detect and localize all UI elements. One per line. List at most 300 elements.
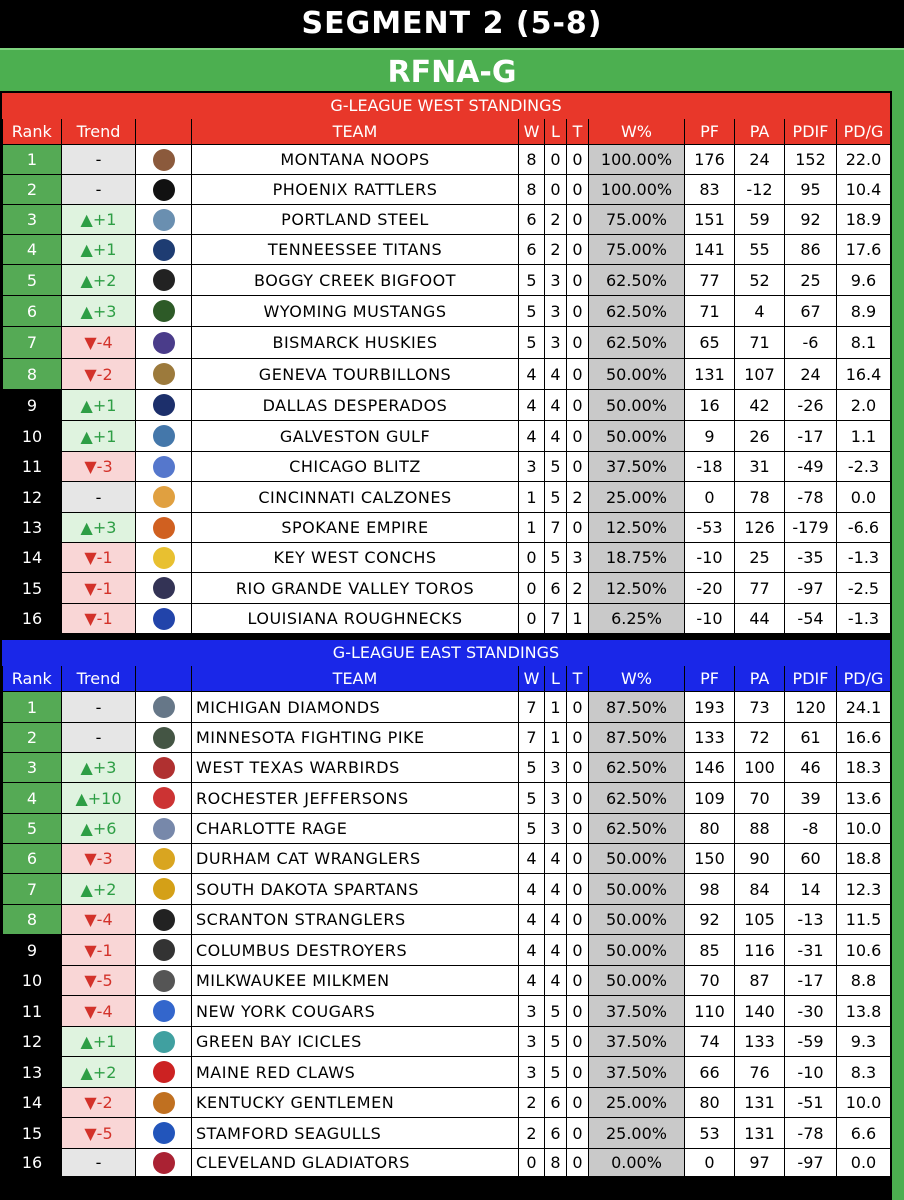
win-pct-cell: 37.50% bbox=[589, 1057, 685, 1088]
west-standings-heading: G-LEAGUE WEST STANDINGS bbox=[2, 93, 890, 119]
point-diff-cell: -97 bbox=[785, 573, 837, 604]
standings-row bbox=[3, 1149, 891, 1177]
losses-cell: 5 bbox=[545, 996, 567, 1027]
point-diff-per-game-cell: 13.6 bbox=[837, 783, 891, 814]
header-pa: PA bbox=[735, 119, 785, 145]
ties-cell: 0 bbox=[567, 723, 589, 753]
team-logo-icon bbox=[136, 966, 192, 996]
standings-row bbox=[3, 1118, 891, 1149]
header-pf: PF bbox=[685, 666, 735, 692]
team-logo-icon bbox=[136, 421, 192, 452]
standings-row bbox=[3, 145, 891, 175]
points-against-cell: 126 bbox=[735, 513, 785, 543]
standings-row bbox=[3, 723, 891, 753]
team-logo-icon bbox=[136, 1088, 192, 1118]
team-logo-icon bbox=[136, 205, 192, 235]
points-for-cell: 83 bbox=[685, 175, 735, 205]
ties-cell: 1 bbox=[567, 604, 589, 634]
team-logo-icon bbox=[153, 363, 175, 385]
rank-cell: 9 bbox=[3, 390, 62, 421]
team-name: SOUTH DAKOTA SPARTANS bbox=[192, 874, 519, 905]
team-name: STAMFORD SEAGULLS bbox=[192, 1118, 519, 1149]
ties-cell: 0 bbox=[567, 905, 589, 935]
points-for-cell: 71 bbox=[685, 296, 735, 327]
trend-cell: ▲+1 bbox=[62, 235, 136, 265]
rank-cell: 1 bbox=[3, 692, 62, 723]
losses-cell: 4 bbox=[545, 844, 567, 874]
rank-cell: 5 bbox=[3, 814, 62, 844]
point-diff-cell: 24 bbox=[785, 359, 837, 390]
point-diff-cell: -59 bbox=[785, 1027, 837, 1057]
ties-cell: 0 bbox=[567, 874, 589, 905]
point-diff-per-game-cell: 6.6 bbox=[837, 1118, 891, 1149]
rank-cell: 11 bbox=[3, 452, 62, 482]
team-logo-icon bbox=[136, 1027, 192, 1057]
rank-cell: 7 bbox=[3, 327, 62, 359]
team-logo-icon bbox=[153, 300, 175, 322]
standings-row bbox=[3, 235, 891, 265]
header-losses: L bbox=[545, 666, 567, 692]
point-diff-per-game-cell: 13.8 bbox=[837, 996, 891, 1027]
points-for-cell: 146 bbox=[685, 753, 735, 783]
team-logo-icon bbox=[153, 394, 175, 416]
standings-row bbox=[3, 543, 891, 573]
rank-cell: 2 bbox=[3, 723, 62, 753]
trend-cell: ▼-5 bbox=[62, 966, 136, 996]
wins-cell: 6 bbox=[519, 205, 545, 235]
wins-cell: 1 bbox=[519, 482, 545, 513]
points-against-cell: 97 bbox=[735, 1149, 785, 1177]
win-pct-cell: 62.50% bbox=[589, 327, 685, 359]
ties-cell: 0 bbox=[567, 513, 589, 543]
point-diff-cell: -6 bbox=[785, 327, 837, 359]
team-logo-icon bbox=[136, 327, 192, 359]
header-ties: T bbox=[567, 666, 589, 692]
header-pa: PA bbox=[735, 666, 785, 692]
wins-cell: 0 bbox=[519, 543, 545, 573]
points-for-cell: 0 bbox=[685, 482, 735, 513]
point-diff-cell: -26 bbox=[785, 390, 837, 421]
team-logo-icon bbox=[136, 844, 192, 874]
team-logo-icon bbox=[136, 814, 192, 844]
team-logo-icon bbox=[136, 1149, 192, 1177]
point-diff-cell: 86 bbox=[785, 235, 837, 265]
ties-cell: 0 bbox=[567, 1088, 589, 1118]
losses-cell: 4 bbox=[545, 390, 567, 421]
wins-cell: 4 bbox=[519, 390, 545, 421]
ties-cell: 0 bbox=[567, 1027, 589, 1057]
standings-row bbox=[3, 1027, 891, 1057]
points-against-cell: 76 bbox=[735, 1057, 785, 1088]
point-diff-cell: -51 bbox=[785, 1088, 837, 1118]
trend-cell: - bbox=[62, 175, 136, 205]
points-against-cell: 44 bbox=[735, 604, 785, 634]
ties-cell: 0 bbox=[567, 452, 589, 482]
trend-cell: ▼-1 bbox=[62, 573, 136, 604]
points-for-cell: 133 bbox=[685, 723, 735, 753]
losses-cell: 4 bbox=[545, 359, 567, 390]
team-name: COLUMBUS DESTROYERS bbox=[192, 935, 519, 966]
team-logo-icon bbox=[136, 604, 192, 634]
win-pct-cell: 50.00% bbox=[589, 874, 685, 905]
wins-cell: 0 bbox=[519, 573, 545, 604]
point-diff-per-game-cell: -1.3 bbox=[837, 543, 891, 573]
wins-cell: 4 bbox=[519, 844, 545, 874]
ties-cell: 0 bbox=[567, 235, 589, 265]
wins-cell: 5 bbox=[519, 327, 545, 359]
losses-cell: 7 bbox=[545, 513, 567, 543]
point-diff-per-game-cell: 18.8 bbox=[837, 844, 891, 874]
losses-cell: 3 bbox=[545, 296, 567, 327]
trend-cell: ▼-5 bbox=[62, 1118, 136, 1149]
losses-cell: 3 bbox=[545, 327, 567, 359]
trend-cell: ▲+1 bbox=[62, 421, 136, 452]
standings-row bbox=[3, 482, 891, 513]
team-logo-icon bbox=[136, 753, 192, 783]
standings-row bbox=[3, 905, 891, 935]
points-for-cell: -20 bbox=[685, 573, 735, 604]
rank-cell: 2 bbox=[3, 175, 62, 205]
point-diff-per-game-cell: 9.3 bbox=[837, 1027, 891, 1057]
trend-cell: ▲+2 bbox=[62, 874, 136, 905]
rank-cell: 15 bbox=[3, 573, 62, 604]
losses-cell: 4 bbox=[545, 421, 567, 452]
west-standings-table bbox=[2, 119, 891, 634]
ties-cell: 0 bbox=[567, 296, 589, 327]
win-pct-cell: 37.50% bbox=[589, 1027, 685, 1057]
team-name: CHICAGO BLITZ bbox=[192, 452, 519, 482]
team-name: SCRANTON STRANGLERS bbox=[192, 905, 519, 935]
points-against-cell: 100 bbox=[735, 753, 785, 783]
losses-cell: 5 bbox=[545, 482, 567, 513]
rank-cell: 14 bbox=[3, 543, 62, 573]
wins-cell: 2 bbox=[519, 1118, 545, 1149]
trend-cell: ▲+3 bbox=[62, 753, 136, 783]
rank-cell: 9 bbox=[3, 935, 62, 966]
rank-cell: 3 bbox=[3, 205, 62, 235]
win-pct-cell: 50.00% bbox=[589, 905, 685, 935]
ties-cell: 0 bbox=[567, 359, 589, 390]
team-logo-icon bbox=[136, 296, 192, 327]
point-diff-cell: 61 bbox=[785, 723, 837, 753]
trend-cell: ▼-2 bbox=[62, 1088, 136, 1118]
team-logo-icon bbox=[153, 1061, 175, 1083]
win-pct-cell: 6.25% bbox=[589, 604, 685, 634]
team-logo-icon bbox=[153, 757, 175, 779]
win-pct-cell: 75.00% bbox=[589, 235, 685, 265]
team-logo-icon bbox=[136, 996, 192, 1027]
point-diff-cell: -54 bbox=[785, 604, 837, 634]
ties-cell: 0 bbox=[567, 1118, 589, 1149]
point-diff-cell: 95 bbox=[785, 175, 837, 205]
ties-cell: 2 bbox=[567, 482, 589, 513]
rank-cell: 12 bbox=[3, 482, 62, 513]
win-pct-cell: 12.50% bbox=[589, 513, 685, 543]
header-rank: Rank bbox=[3, 666, 62, 692]
standings-row bbox=[3, 604, 891, 634]
team-name: DURHAM CAT WRANGLERS bbox=[192, 844, 519, 874]
ties-cell: 0 bbox=[567, 692, 589, 723]
trend-cell: ▼-3 bbox=[62, 452, 136, 482]
rank-cell: 16 bbox=[3, 604, 62, 634]
rank-cell: 10 bbox=[3, 421, 62, 452]
trend-cell: ▼-3 bbox=[62, 844, 136, 874]
point-diff-per-game-cell: 24.1 bbox=[837, 692, 891, 723]
wins-cell: 8 bbox=[519, 145, 545, 175]
rank-cell: 10 bbox=[3, 966, 62, 996]
team-logo-icon bbox=[136, 1057, 192, 1088]
team-name: CHARLOTTE RAGE bbox=[192, 814, 519, 844]
losses-cell: 3 bbox=[545, 814, 567, 844]
team-logo-icon bbox=[153, 848, 175, 870]
win-pct-cell: 50.00% bbox=[589, 844, 685, 874]
points-against-cell: 72 bbox=[735, 723, 785, 753]
standings-row bbox=[3, 753, 891, 783]
team-logo-icon bbox=[153, 970, 175, 992]
team-logo-icon bbox=[153, 547, 175, 569]
wins-cell: 4 bbox=[519, 966, 545, 996]
team-name: CLEVELAND GLADIATORS bbox=[192, 1149, 519, 1177]
wins-cell: 5 bbox=[519, 753, 545, 783]
ties-cell: 0 bbox=[567, 814, 589, 844]
team-name: SPOKANE EMPIRE bbox=[192, 513, 519, 543]
win-pct-cell: 62.50% bbox=[589, 783, 685, 814]
ties-cell: 0 bbox=[567, 1057, 589, 1088]
ties-cell: 3 bbox=[567, 543, 589, 573]
ties-cell: 2 bbox=[567, 573, 589, 604]
win-pct-cell: 50.00% bbox=[589, 935, 685, 966]
wins-cell: 6 bbox=[519, 235, 545, 265]
wins-cell: 4 bbox=[519, 905, 545, 935]
points-against-cell: 84 bbox=[735, 874, 785, 905]
point-diff-cell: 152 bbox=[785, 145, 837, 175]
wins-cell: 4 bbox=[519, 421, 545, 452]
points-for-cell: 176 bbox=[685, 145, 735, 175]
point-diff-cell: -8 bbox=[785, 814, 837, 844]
team-logo-icon bbox=[153, 517, 175, 539]
point-diff-per-game-cell: 8.8 bbox=[837, 966, 891, 996]
wins-cell: 5 bbox=[519, 265, 545, 296]
point-diff-per-game-cell: 8.9 bbox=[837, 296, 891, 327]
header-pdif: PDIF bbox=[785, 666, 837, 692]
team-name: LOUISIANA ROUGHNECKS bbox=[192, 604, 519, 634]
team-logo-icon bbox=[136, 265, 192, 296]
points-against-cell: 116 bbox=[735, 935, 785, 966]
win-pct-cell: 25.00% bbox=[589, 482, 685, 513]
points-for-cell: 77 bbox=[685, 265, 735, 296]
team-logo-icon bbox=[136, 543, 192, 573]
header-losses: L bbox=[545, 119, 567, 145]
points-for-cell: 141 bbox=[685, 235, 735, 265]
header-rank: Rank bbox=[3, 119, 62, 145]
west-standings-section bbox=[2, 93, 890, 634]
team-name: MINNESOTA FIGHTING PIKE bbox=[192, 723, 519, 753]
header-team: TEAM bbox=[192, 119, 519, 145]
wins-cell: 5 bbox=[519, 783, 545, 814]
points-against-cell: 77 bbox=[735, 573, 785, 604]
points-against-cell: 24 bbox=[735, 145, 785, 175]
points-for-cell: -53 bbox=[685, 513, 735, 543]
team-logo-icon bbox=[153, 1152, 175, 1174]
wins-cell: 4 bbox=[519, 874, 545, 905]
trend-cell: ▲+2 bbox=[62, 1057, 136, 1088]
team-logo-icon bbox=[153, 787, 175, 809]
point-diff-cell: 60 bbox=[785, 844, 837, 874]
points-for-cell: 0 bbox=[685, 1149, 735, 1177]
trend-cell: ▼-1 bbox=[62, 543, 136, 573]
team-logo-icon bbox=[153, 1031, 175, 1053]
losses-cell: 2 bbox=[545, 235, 567, 265]
trend-cell: ▲+1 bbox=[62, 1027, 136, 1057]
trend-cell: ▼-2 bbox=[62, 359, 136, 390]
standings-row bbox=[3, 452, 891, 482]
losses-cell: 3 bbox=[545, 753, 567, 783]
wins-cell: 5 bbox=[519, 814, 545, 844]
rank-cell: 6 bbox=[3, 844, 62, 874]
standings-row bbox=[3, 1088, 891, 1118]
point-diff-per-game-cell: 18.3 bbox=[837, 753, 891, 783]
points-against-cell: 26 bbox=[735, 421, 785, 452]
wins-cell: 3 bbox=[519, 452, 545, 482]
point-diff-per-game-cell: 18.9 bbox=[837, 205, 891, 235]
standings-row bbox=[3, 874, 891, 905]
points-for-cell: 9 bbox=[685, 421, 735, 452]
trend-cell: ▼-4 bbox=[62, 327, 136, 359]
trend-cell: - bbox=[62, 692, 136, 723]
standings-row bbox=[3, 692, 891, 723]
trend-cell: ▲+10 bbox=[62, 783, 136, 814]
header-pf: PF bbox=[685, 119, 735, 145]
wins-cell: 7 bbox=[519, 692, 545, 723]
win-pct-cell: 62.50% bbox=[589, 814, 685, 844]
team-name: MICHIGAN DIAMONDS bbox=[192, 692, 519, 723]
team-name: BISMARCK HUSKIES bbox=[192, 327, 519, 359]
standings-row bbox=[3, 359, 891, 390]
losses-cell: 6 bbox=[545, 1118, 567, 1149]
point-diff-per-game-cell: 10.4 bbox=[837, 175, 891, 205]
trend-cell: ▲+1 bbox=[62, 205, 136, 235]
losses-cell: 2 bbox=[545, 205, 567, 235]
trend-cell: ▲+3 bbox=[62, 513, 136, 543]
ties-cell: 0 bbox=[567, 1149, 589, 1177]
team-logo-icon bbox=[136, 573, 192, 604]
trend-cell: ▼-1 bbox=[62, 604, 136, 634]
point-diff-per-game-cell: 17.6 bbox=[837, 235, 891, 265]
point-diff-per-game-cell: 11.5 bbox=[837, 905, 891, 935]
team-name: ROCHESTER JEFFERSONS bbox=[192, 783, 519, 814]
team-logo-icon bbox=[136, 235, 192, 265]
point-diff-per-game-cell: -1.3 bbox=[837, 604, 891, 634]
header-pdif: PDIF bbox=[785, 119, 837, 145]
points-against-cell: 105 bbox=[735, 905, 785, 935]
wins-cell: 7 bbox=[519, 723, 545, 753]
header-team: TEAM bbox=[192, 666, 519, 692]
rank-cell: 15 bbox=[3, 1118, 62, 1149]
losses-cell: 6 bbox=[545, 1088, 567, 1118]
point-diff-cell: -31 bbox=[785, 935, 837, 966]
team-logo-icon bbox=[153, 939, 175, 961]
team-logo-icon bbox=[136, 145, 192, 175]
team-logo-icon bbox=[153, 608, 175, 630]
points-for-cell: 98 bbox=[685, 874, 735, 905]
trend-cell: ▲+6 bbox=[62, 814, 136, 844]
point-diff-cell: 67 bbox=[785, 296, 837, 327]
team-logo-icon bbox=[153, 696, 175, 718]
points-against-cell: 78 bbox=[735, 482, 785, 513]
win-pct-cell: 50.00% bbox=[589, 359, 685, 390]
team-name: GENEVA TOURBILLONS bbox=[192, 359, 519, 390]
point-diff-cell: -17 bbox=[785, 421, 837, 452]
ties-cell: 0 bbox=[567, 844, 589, 874]
rank-cell: 11 bbox=[3, 996, 62, 1027]
rank-cell: 4 bbox=[3, 235, 62, 265]
losses-cell: 1 bbox=[545, 723, 567, 753]
points-for-cell: -10 bbox=[685, 543, 735, 573]
wins-cell: 3 bbox=[519, 996, 545, 1027]
team-logo-icon bbox=[153, 878, 175, 900]
team-name: WYOMING MUSTANGS bbox=[192, 296, 519, 327]
header-trend: Trend bbox=[62, 666, 136, 692]
losses-cell: 6 bbox=[545, 573, 567, 604]
wins-cell: 8 bbox=[519, 175, 545, 205]
team-logo-icon bbox=[153, 209, 175, 231]
win-pct-cell: 62.50% bbox=[589, 296, 685, 327]
ties-cell: 0 bbox=[567, 421, 589, 452]
rank-cell: 12 bbox=[3, 1027, 62, 1057]
wins-cell: 3 bbox=[519, 1027, 545, 1057]
east-header-row bbox=[3, 666, 891, 692]
win-pct-cell: 100.00% bbox=[589, 145, 685, 175]
team-name: TENNEESSEE TITANS bbox=[192, 235, 519, 265]
points-for-cell: 109 bbox=[685, 783, 735, 814]
ties-cell: 0 bbox=[567, 145, 589, 175]
trend-cell: - bbox=[62, 482, 136, 513]
ties-cell: 0 bbox=[567, 783, 589, 814]
point-diff-per-game-cell: -2.3 bbox=[837, 452, 891, 482]
point-diff-per-game-cell: 10.0 bbox=[837, 1088, 891, 1118]
point-diff-cell: 39 bbox=[785, 783, 837, 814]
trend-cell: ▼-1 bbox=[62, 935, 136, 966]
ties-cell: 0 bbox=[567, 327, 589, 359]
team-logo-icon bbox=[153, 269, 175, 291]
win-pct-cell: 37.50% bbox=[589, 452, 685, 482]
losses-cell: 5 bbox=[545, 543, 567, 573]
rank-cell: 16 bbox=[3, 1149, 62, 1177]
standings-row bbox=[3, 996, 891, 1027]
point-diff-cell: -17 bbox=[785, 966, 837, 996]
point-diff-cell: -78 bbox=[785, 482, 837, 513]
ties-cell: 0 bbox=[567, 265, 589, 296]
win-pct-cell: 25.00% bbox=[589, 1118, 685, 1149]
point-diff-per-game-cell: 8.3 bbox=[837, 1057, 891, 1088]
points-for-cell: 16 bbox=[685, 390, 735, 421]
point-diff-cell: 120 bbox=[785, 692, 837, 723]
points-against-cell: 31 bbox=[735, 452, 785, 482]
team-name: GREEN BAY ICICLES bbox=[192, 1027, 519, 1057]
team-name: GALVESTON GULF bbox=[192, 421, 519, 452]
point-diff-per-game-cell: -2.5 bbox=[837, 573, 891, 604]
point-diff-cell: 92 bbox=[785, 205, 837, 235]
team-name: RIO GRANDE VALLEY TOROS bbox=[192, 573, 519, 604]
point-diff-cell: -30 bbox=[785, 996, 837, 1027]
team-logo-icon bbox=[136, 390, 192, 421]
wins-cell: 4 bbox=[519, 935, 545, 966]
losses-cell: 4 bbox=[545, 905, 567, 935]
points-for-cell: 131 bbox=[685, 359, 735, 390]
team-name: WEST TEXAS WARBIRDS bbox=[192, 753, 519, 783]
team-logo-icon bbox=[136, 874, 192, 905]
trend-cell: ▲+1 bbox=[62, 390, 136, 421]
